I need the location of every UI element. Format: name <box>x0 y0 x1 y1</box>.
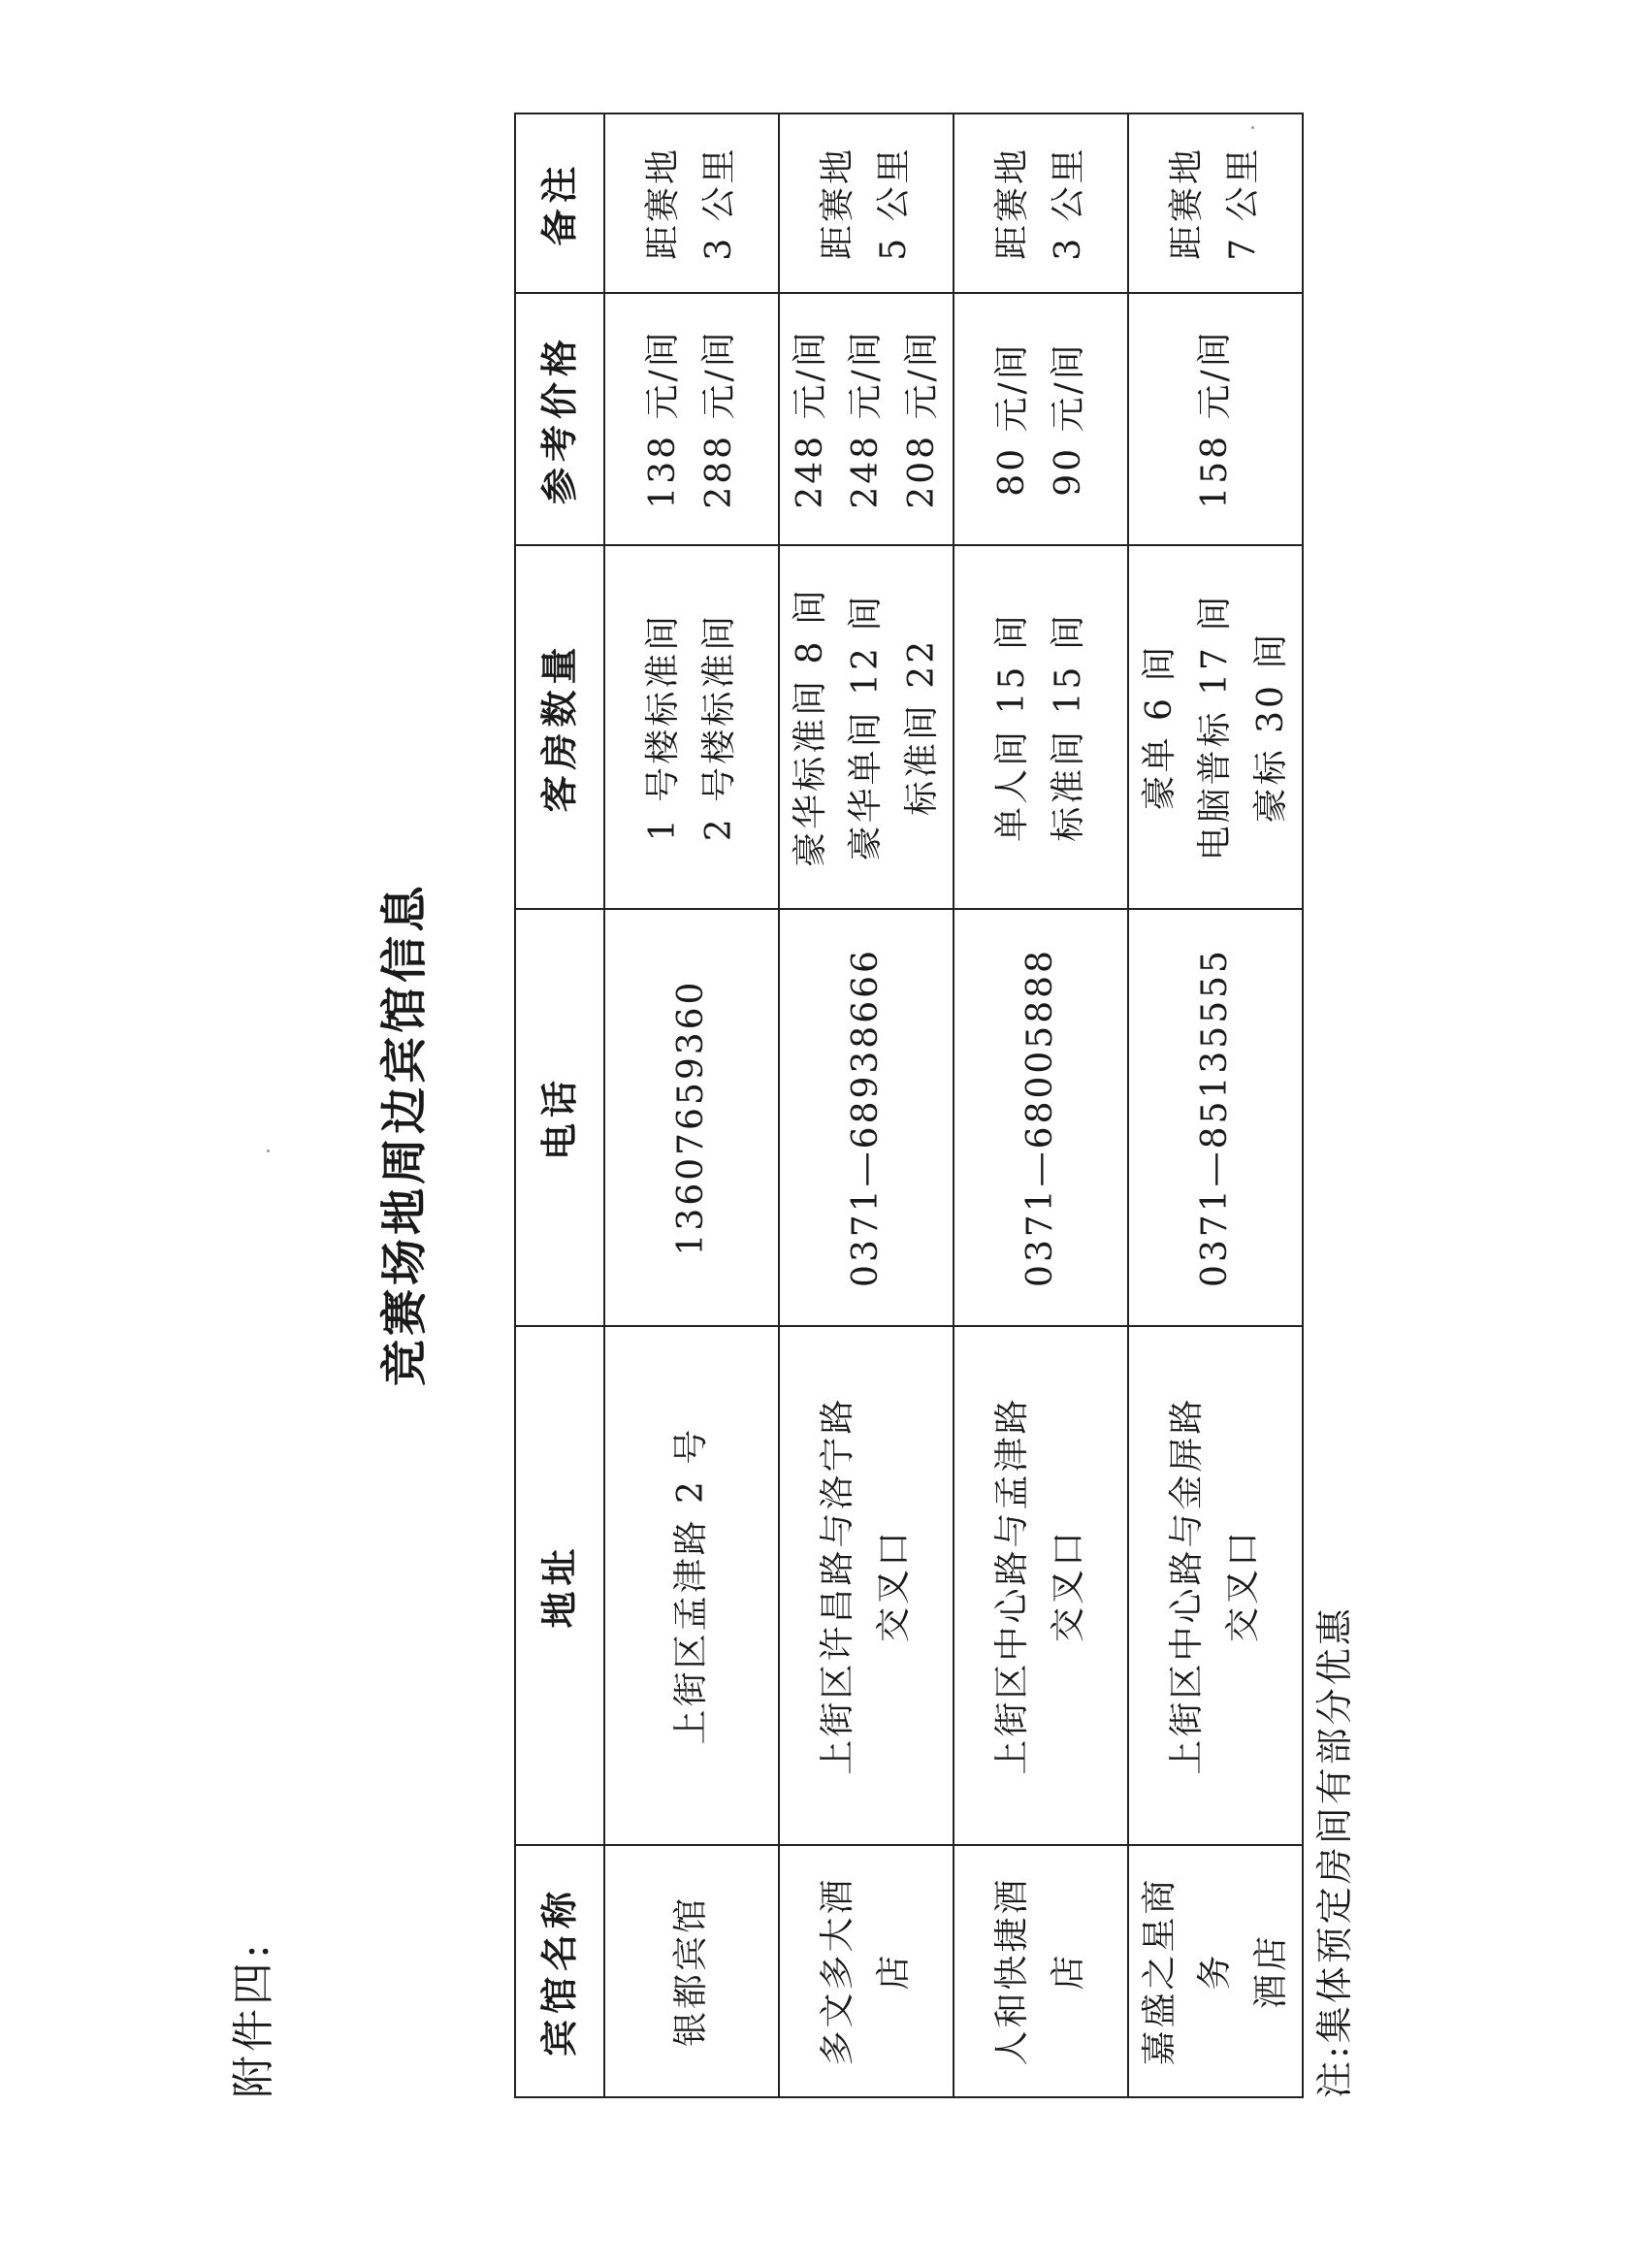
rooms-cell <box>1128 545 1303 909</box>
room-line: 电脑普标 17 间 <box>1195 593 1236 861</box>
address-cell <box>604 1326 779 1845</box>
hotel-name-line: 嘉盛之星商务 <box>1139 1876 1236 2066</box>
rooms-cell <box>604 545 779 909</box>
hotel-name-cell <box>954 1845 1128 2097</box>
address-cell <box>954 1326 1128 1845</box>
attachment-label: 附件四: <box>229 1940 278 2098</box>
rooms-cell <box>779 545 954 909</box>
room-line: 单人间 15 间 <box>992 612 1033 842</box>
scan-speck <box>267 1150 270 1152</box>
price-line: 158 元/间 <box>1195 329 1236 509</box>
room-line: 标准间 15 间 <box>1049 612 1088 842</box>
room-line: 2 号楼标准间 <box>699 612 739 842</box>
hotel-name-cell <box>779 1845 954 2097</box>
price-cell <box>1128 293 1303 545</box>
header-remark: 备注 <box>515 113 604 293</box>
remark-cell: 距赛地 5 公里 <box>779 113 954 293</box>
hotel-name-cell <box>1128 1845 1303 2097</box>
table-header-row <box>515 113 604 2097</box>
scan-speck <box>1251 126 1254 129</box>
address-line: 交叉口 <box>874 1529 914 1643</box>
header-phone: 电话 <box>515 909 604 1326</box>
room-line: 1 号楼标准间 <box>643 612 684 842</box>
address-line: 上街区中心路与金屏路 <box>1167 1396 1208 1775</box>
rooms-cell <box>954 545 1128 909</box>
price-cell <box>954 293 1128 545</box>
room-line: 豪标 30 间 <box>1250 631 1291 824</box>
hotel-name-line: 人和快捷酒店 <box>992 1876 1088 2066</box>
room-line: 豪单 6 间 <box>1139 643 1180 811</box>
phone-cell: 0371—85135555 <box>1128 909 1303 1326</box>
phone-cell: 0371—68938666 <box>779 909 954 1326</box>
table-row <box>1128 113 1303 2097</box>
address-line: 上街区中心路与孟津路 <box>992 1396 1033 1775</box>
price-cell <box>604 293 779 545</box>
remark-cell: 距赛地 3 公里 <box>954 113 1128 293</box>
header-hotel-name: 宾馆名称 <box>515 1845 604 2097</box>
page-title: 竞赛场地周边宾馆信息 <box>377 882 432 1387</box>
price-line: 138 元/间 <box>643 329 684 509</box>
room-line: 豪华单间 12 间 <box>846 593 887 861</box>
header-address: 地址 <box>515 1326 604 1845</box>
table-row <box>779 113 954 2097</box>
price-line: 90 元/间 <box>1049 341 1088 497</box>
header-room-count: 客房数量 <box>515 545 604 909</box>
price-line: 208 元/间 <box>901 329 942 509</box>
address-line: 交叉口 <box>1223 1529 1263 1643</box>
address-line: 上街区许昌路与洛宁路 <box>818 1396 858 1775</box>
address-line: 上街区孟津路 2 号 <box>671 1426 712 1745</box>
price-line: 288 元/间 <box>699 329 739 509</box>
room-line: 豪华标准间 8 间 <box>790 587 830 867</box>
price-line: 80 元/间 <box>992 341 1033 497</box>
price-line: 248 元/间 <box>790 329 830 509</box>
table-row <box>954 113 1128 2097</box>
phone-cell: 13607659360 <box>604 909 779 1326</box>
address-cell <box>779 1326 954 1845</box>
table-row <box>604 113 779 2097</box>
hotel-name-cell <box>604 1845 779 2097</box>
footnote: 注:集体预定房间有部分优惠 <box>1313 1605 1356 2098</box>
price-cell <box>779 293 954 545</box>
header-reference-price: 参考价格 <box>515 293 604 545</box>
address-cell <box>1128 1326 1303 1845</box>
remark-cell: 距赛地 3 公里 <box>604 113 779 293</box>
hotel-table <box>514 113 1304 2098</box>
hotel-name-line: 酒店 <box>1250 1933 1291 2010</box>
remark-cell: 距赛地 7 公里 <box>1128 113 1303 293</box>
phone-cell: 0371—68005888 <box>954 909 1128 1326</box>
price-line: 248 元/间 <box>846 329 887 509</box>
room-line: 标准间 22 <box>901 637 942 817</box>
address-line: 交叉口 <box>1049 1529 1088 1643</box>
hotel-name-line: 多文多大酒店 <box>818 1876 914 2066</box>
hotel-name-line: 银都宾馆 <box>671 1895 712 2048</box>
